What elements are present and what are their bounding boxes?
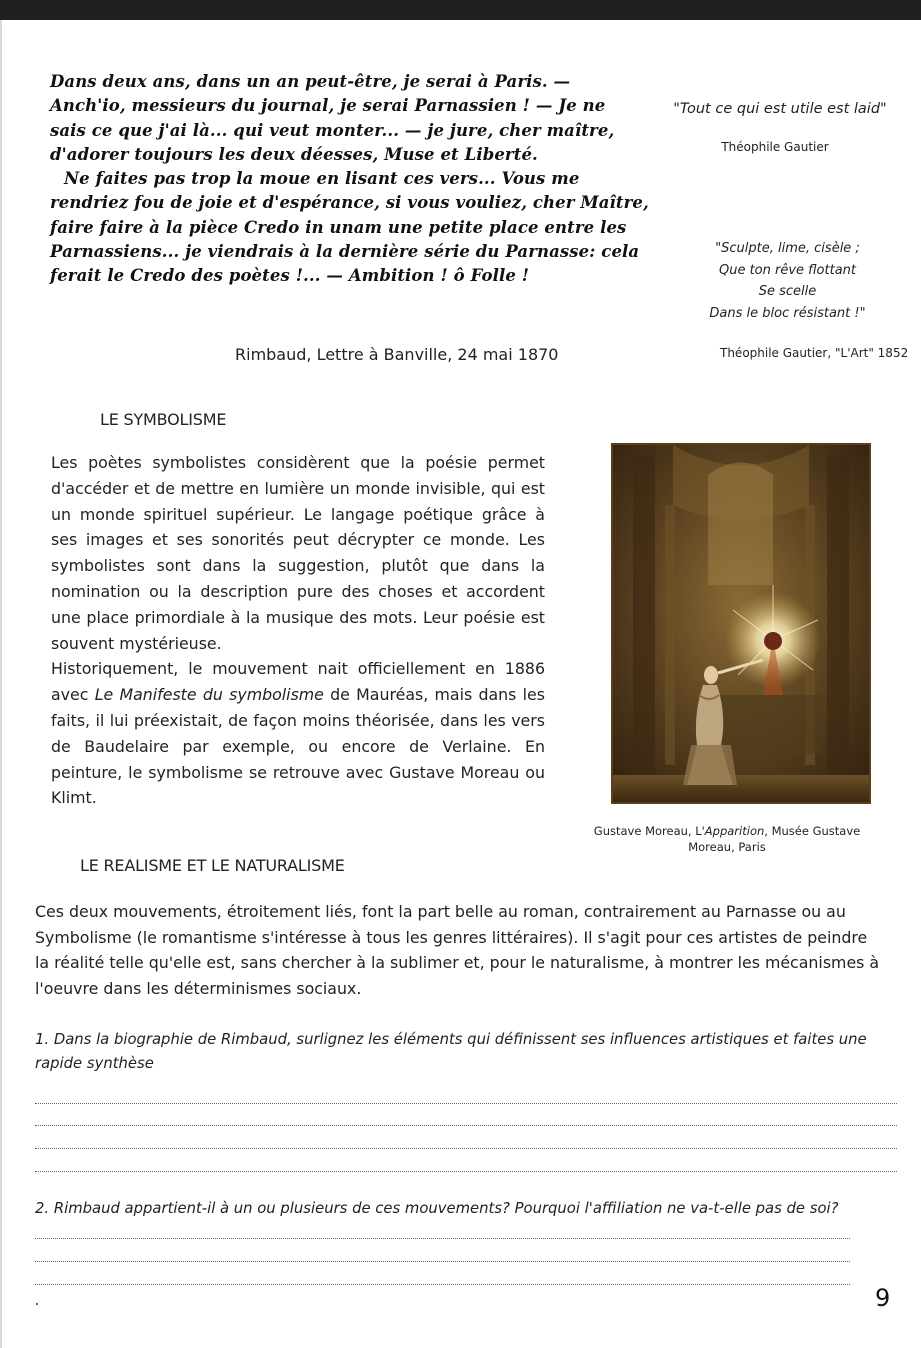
answer-line[interactable] — [35, 1103, 897, 1104]
painting-title: Apparition — [704, 824, 765, 838]
answer-line[interactable] — [35, 1125, 897, 1126]
answer-line[interactable] — [35, 1148, 897, 1149]
symbolisme-paragraph-1: Les poètes symbolistes considèrent que la poésie permet d'accéder et de mettre en lumière un monde invisible, qui est un monde spirituel supérieur. Le langage poétique grâce à ses images et ses sonorités peut décrypter ce monde. Les symbolistes sont dans la suggestion, plutôt que dans la nomination ou la description pure des choses et accordent une place primordiale à la musique des mots. Leur poésie est souvent mystérieuse. — [51, 453, 545, 653]
letter-line: faire faire à la pièce Credo in unam une petite place entre les — [50, 217, 627, 237]
symbolisme-heading: LE SYMBOLISME — [100, 410, 227, 429]
gautier-quote-author: Théophile Gautier — [721, 140, 829, 154]
letter-line: Dans deux ans, dans un an peut-être, je serai à Paris. — — [50, 72, 571, 91]
realisme-paragraph: Ces deux mouvements, étroitement liés, font la part belle au roman, contrairement au Parnasse ou au Symbolisme (le romantisme s'intéresse à tous les genres littéraires). Il s'agit pour ces artistes de peindre la réalité telle qu'elle est, sans chercher à la sublimer et, pour le naturalisme, à montrer les mécanismes à l'oeuvre dans les déterminismes sociaux. — [35, 902, 880, 998]
letter-line: Parnassiens... je viendrais à la dernière série du Parnasse: cela — [50, 242, 640, 262]
rimbaud-letter-excerpt — [50, 70, 649, 289]
realisme-body — [35, 899, 885, 1001]
page-number: 9 — [875, 1284, 891, 1312]
manifeste-title: Le Manifeste du symbolisme — [94, 685, 324, 705]
poem-line: Que ton rêve flottant — [718, 262, 857, 278]
answer-line[interactable] — [35, 1171, 897, 1172]
gautier-poem-author: Théophile Gautier, "L'Art" 1852 — [720, 346, 909, 360]
question-1: 1. Dans la biographie de Rimbaud, surlignez les éléments qui définissent ses influences artistiques et faites une rapide synthèse — [35, 1031, 867, 1072]
letter-source: Rimbaud, Lettre à Banville, 24 mai 1870 — [235, 345, 559, 364]
answer-line[interactable] — [35, 1284, 850, 1285]
poem-line: Se scelle — [758, 284, 817, 299]
realisme-heading: LE REALISME ET LE NATURALISME — [80, 856, 345, 875]
letter-line: Ne faites pas trop la moue en lisant ces vers... Vous me — [64, 169, 580, 189]
moreau-apparition-painting — [611, 443, 871, 804]
letter-line: rendriez fou de joie et d'espérance, si vous vouliez, cher Maître, — [50, 193, 649, 213]
letter-line: d'adorer toujours les deux déesses, Muse et Liberté. — [50, 144, 538, 164]
answer-line[interactable] — [35, 1261, 850, 1262]
page-edge — [0, 20, 2, 1348]
gautier-poem-quote — [700, 238, 875, 324]
symbolisme-paragraph-2: Historiquement, le mouvement nait officiellement en 1886 avec Le Manifeste du symbolisme de Mauréas, mais dans les faits, il lui préexistait, de façon moins théorisée, dans les vers de Baudelaire par exemple, ou encore de Verlaine. En peinture, le symbolisme se retrouve avec Gustave Moreau ou Klimt. — [51, 659, 545, 808]
letter-line: ferait le Credo des poètes !... — Ambition ! ô Folle ! — [50, 266, 530, 286]
letter-line: sais ce que j'ai là... qui veut monter... — je jure, cher maître, — [50, 120, 615, 140]
top-bar — [0, 0, 921, 20]
stray-dot — [36, 1303, 38, 1305]
answer-line[interactable] — [35, 1238, 850, 1239]
poem-line: "Sculpte, lime, cisèle ; — [715, 241, 860, 256]
gautier-quote: "Tout ce qui est utile est laid" — [673, 101, 887, 117]
letter-line: Anch'io, messieurs du journal, je serai Parnassien ! — Je ne — [50, 96, 606, 116]
symbolisme-body — [51, 450, 545, 811]
poem-line: Dans le bloc résistant !" — [709, 305, 866, 321]
painting-caption: Gustave Moreau, L'Apparition, Musée Gustave Moreau, Paris — [593, 824, 861, 854]
question-2: 2. Rimbaud appartient-il à un ou plusieurs de ces mouvements? Pourquoi l'affiliation ne va-t-elle pas de soi? — [35, 1200, 839, 1217]
